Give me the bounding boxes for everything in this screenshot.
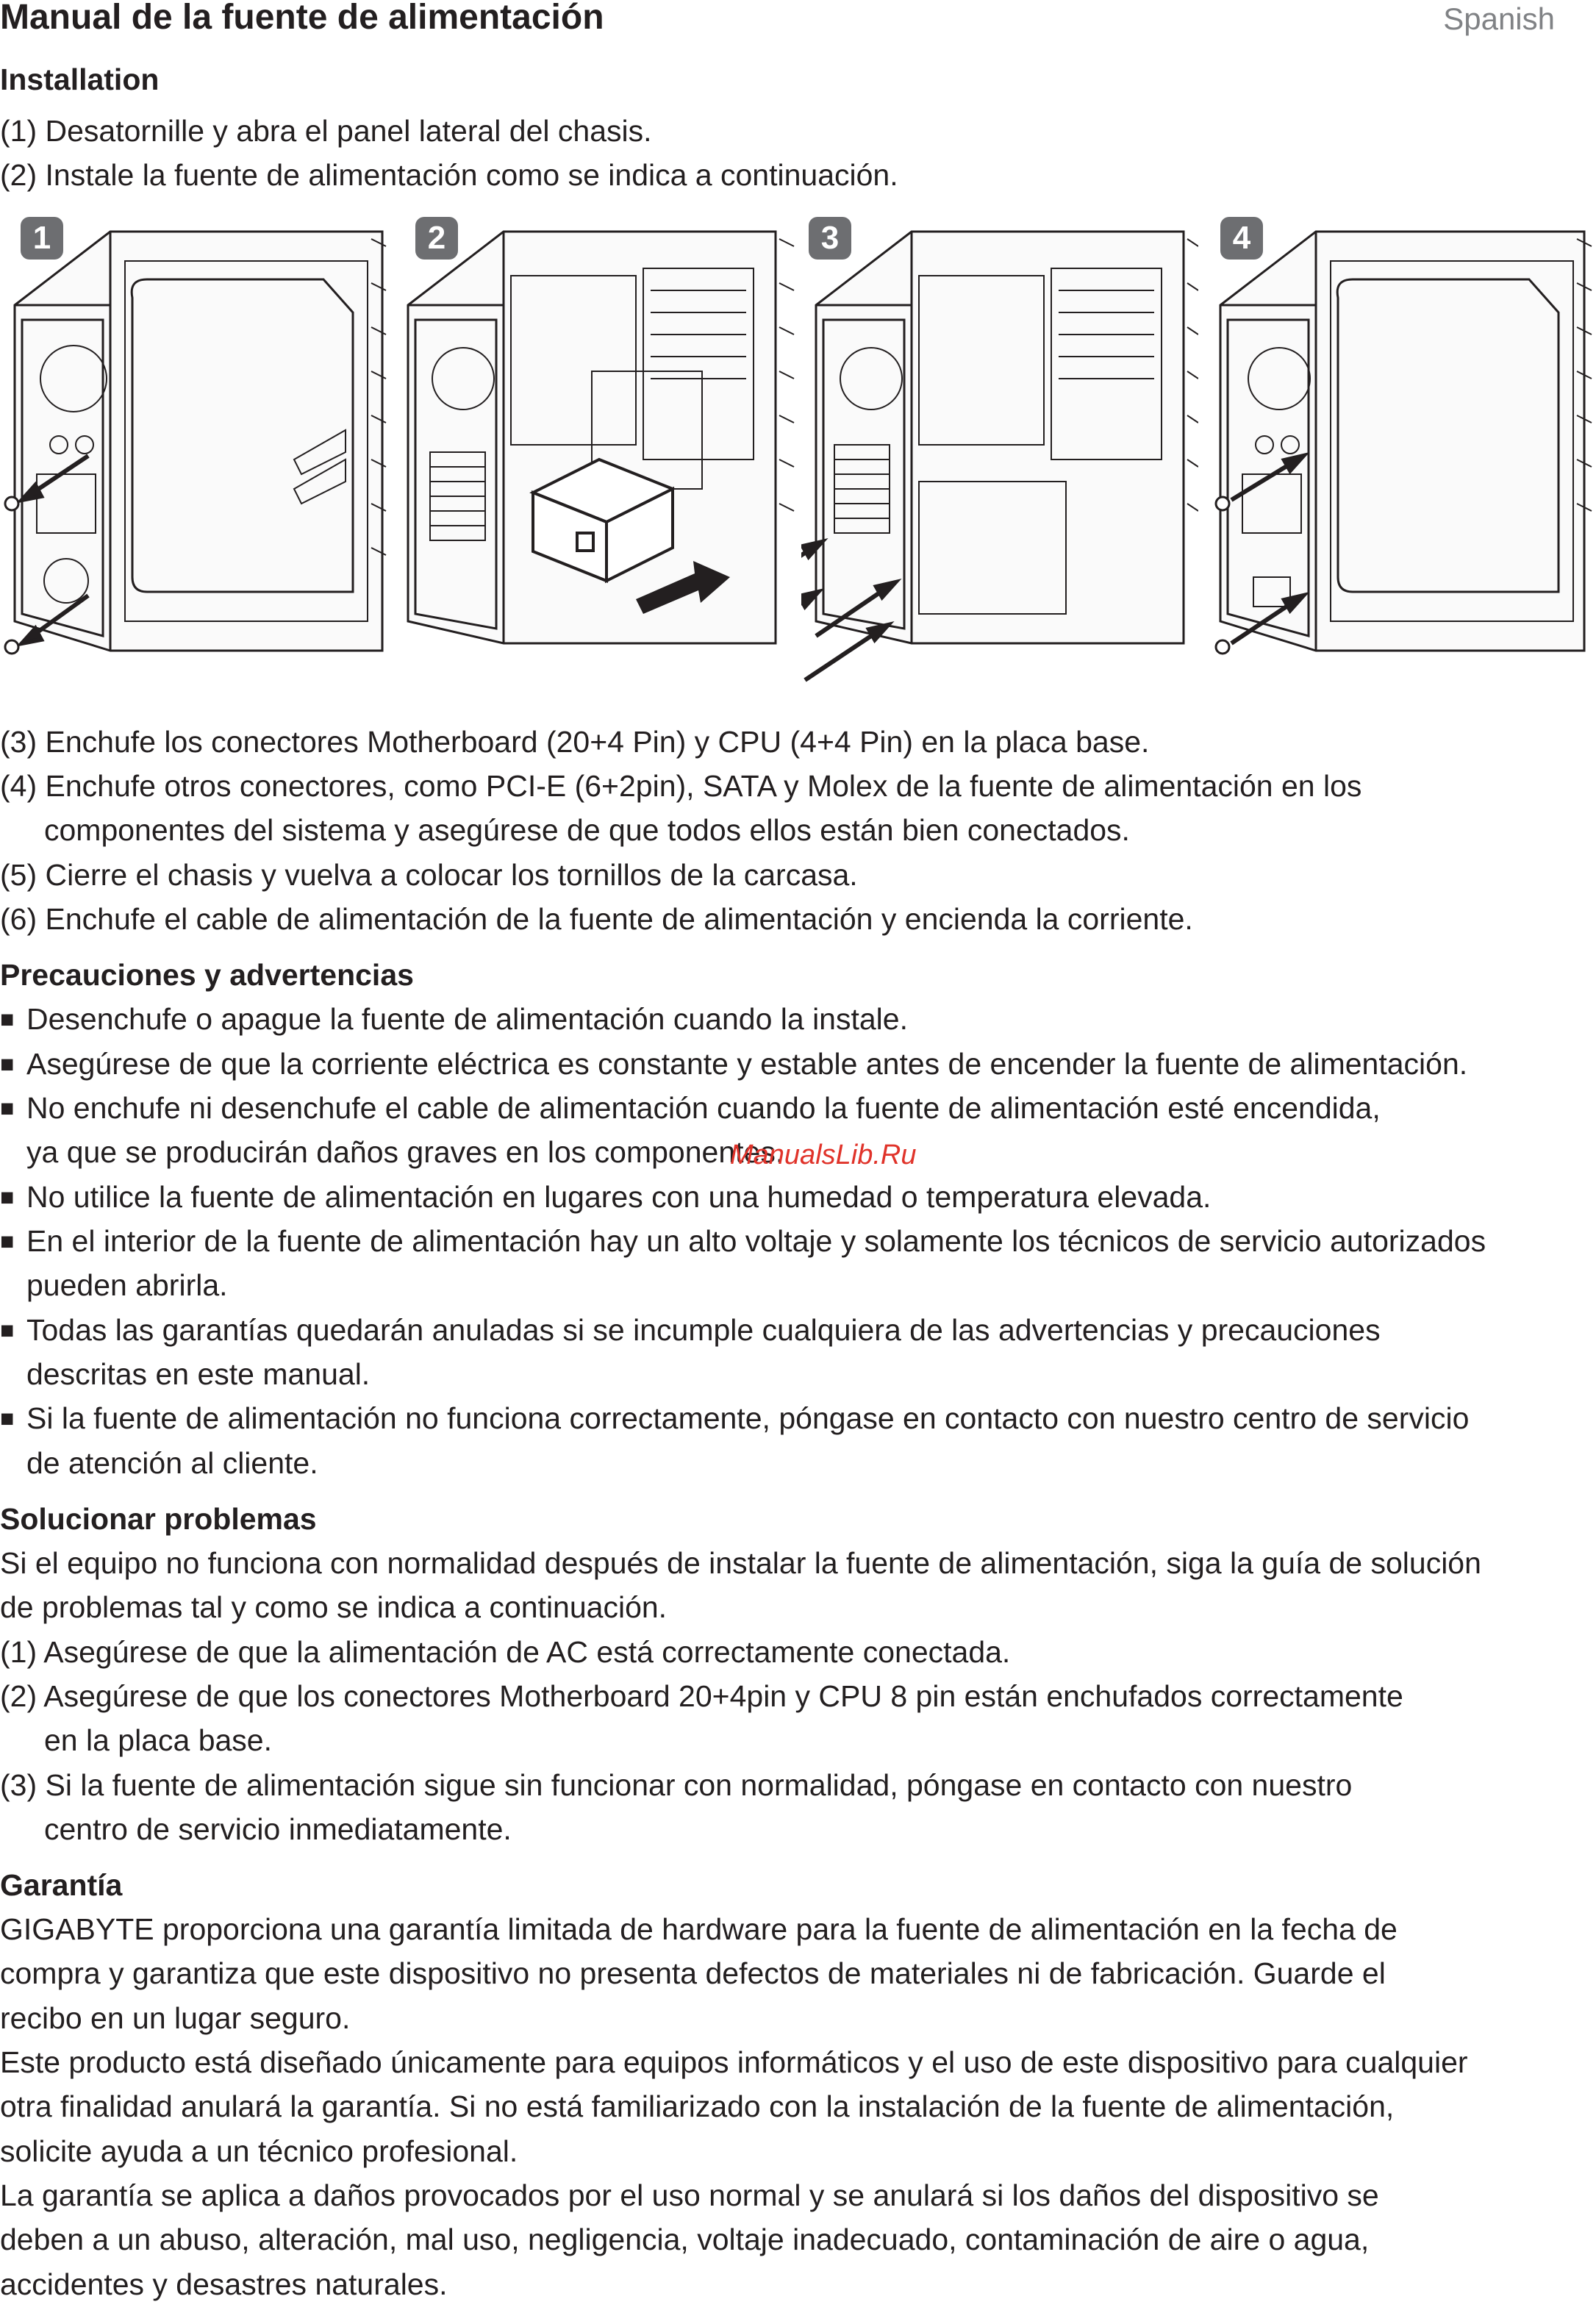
watermark: ManualsLib.Ru: [730, 1140, 917, 1170]
warranty-line: La garantía se aplica a daños provocados por el uso normal y se anulará si los daños del dispositivo se: [0, 2178, 1379, 2212]
precautions-heading: Precauciones y advertencias: [0, 958, 414, 992]
install-step-4: (4) Enchufe otros conectores, como PCI-E (6+2pin), SATA y Molex de la fuente de alimentación en los: [0, 769, 1362, 803]
troubleshooting-line: centro de servicio inmediatamente.: [44, 1812, 512, 1846]
page-title: Manual de la fuente de alimentación: [0, 0, 604, 37]
bullet-icon: ■: [0, 1006, 15, 1032]
install-step-1: (1) Desatornille y abra el panel lateral del chasis.: [0, 114, 652, 148]
warranty-line: GIGABYTE proporciona una garantía limitada de hardware para la fuente de alimentación en la fecha de: [0, 1912, 1398, 1946]
figure-1-badge: 1: [21, 217, 63, 260]
warranty-line: accidentes y desastres naturales.: [0, 2267, 448, 2301]
installation-heading: Installation: [0, 62, 160, 96]
troubleshooting-line: en la placa base.: [44, 1723, 273, 1757]
troubleshooting-line: Si el equipo no funciona con normalidad después de instalar la fuente de alimentación, siga la guía de solución: [0, 1546, 1481, 1580]
troubleshooting-line: (3) Si la fuente de alimentación sigue sin funcionar con normalidad, póngase en contacto con nuestro: [0, 1768, 1353, 1802]
figure-2-badge: 2: [415, 217, 458, 260]
bullet-icon: ■: [0, 1184, 15, 1210]
chassis-closed-illustration: [0, 210, 397, 702]
figure-2: [401, 210, 798, 702]
figure-3: [801, 210, 1198, 702]
language-label: Spanish: [1443, 1, 1555, 36]
precaution-item-cont: descritas en este manual.: [26, 1357, 371, 1391]
bullet-icon: ■: [0, 1317, 15, 1343]
install-step-4-cont: componentes del sistema y asegúrese de que todos ellos están bien conectados.: [44, 813, 1130, 847]
install-step-5: (5) Cierre el chasis y vuelva a colocar los tornillos de la carcasa.: [0, 858, 858, 892]
precaution-item-cont: de atención al cliente.: [26, 1446, 318, 1480]
warranty-line: compra y garantiza que este dispositivo no presenta defectos de materiales ni de fabricación. Guarde el: [0, 1956, 1386, 1990]
warranty-line: solicite ayuda a un técnico profesional.: [0, 2134, 518, 2168]
bullet-icon: ■: [0, 1405, 15, 1431]
install-step-6: (6) Enchufe el cable de alimentación de la fuente de alimentación y encienda la corriente.: [0, 902, 1193, 936]
bullet-icon: ■: [0, 1228, 15, 1254]
chassis-reclosed-illustration: [1209, 210, 1596, 702]
bullet-icon: ■: [0, 1095, 15, 1121]
warranty-line: deben a un abuso, alteración, mal uso, negligencia, voltaje inadecuado, contaminación de aire o agua,: [0, 2223, 1370, 2256]
figure-1: [0, 210, 397, 702]
troubleshooting-line: de problemas tal y como se indica a continuación.: [0, 1590, 668, 1624]
bullet-icon: ■: [0, 1051, 15, 1077]
chassis-open-psu-illustration: [401, 210, 798, 702]
figure-4: [1209, 210, 1596, 702]
warranty-line: otra finalidad anulará la garantía. Si no está familiarizado con la instalación de la fuente de alimentación,: [0, 2089, 1395, 2123]
precaution-item-cont: ya que se producirán daños graves en los componentes.: [26, 1135, 784, 1169]
warranty-line: recibo en un lugar seguro.: [0, 2001, 351, 2035]
precaution-item-cont: pueden abrirla.: [26, 1268, 228, 1302]
figure-4-badge: 4: [1220, 217, 1263, 260]
troubleshooting-heading: Solucionar problemas: [0, 1502, 317, 1536]
troubleshooting-line: (1) Asegúrese de que la alimentación de AC está correctamente conectada.: [0, 1635, 1011, 1669]
troubleshooting-line: (2) Asegúrese de que los conectores Motherboard 20+4pin y CPU 8 pin están enchufados correctamente: [0, 1679, 1403, 1713]
figure-3-badge: 3: [809, 217, 851, 260]
installation-figures: [0, 210, 1596, 702]
install-step-3: (3) Enchufe los conectores Motherboard (20+4 Pin) y CPU (4+4 Pin) en la placa base.: [0, 725, 1150, 759]
warranty-heading: Garantía: [0, 1868, 123, 1902]
chassis-secure-psu-illustration: [801, 210, 1198, 702]
warranty-line: Este producto está diseñado únicamente para equipos informáticos y el uso de este dispositivo para cualquier: [0, 2045, 1468, 2079]
install-step-2: (2) Instale la fuente de alimentación como se indica a continuación.: [0, 158, 898, 192]
